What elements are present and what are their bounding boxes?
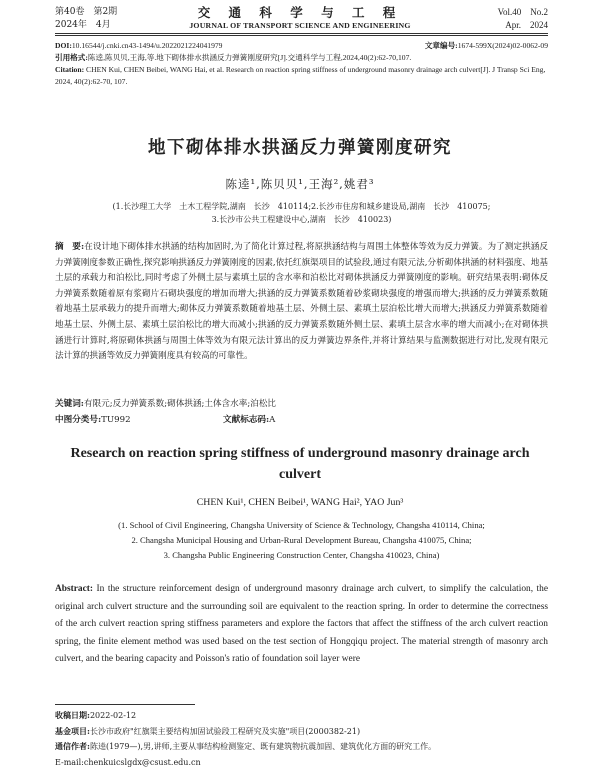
affiliation-en-line: (1. School of Civil Engineering, Changsha University of Science & Technology, Changsha 410114, China; (55, 518, 548, 533)
paper-title-en: Research on reaction spring stiffness of underground masonry drainage arch culvert (70, 443, 530, 485)
footnote-email-text: E-mail:chenkuicslgdx@csust.edu.cn (55, 758, 201, 767)
article-no-label: 文章编号: (425, 41, 458, 50)
footnote-email (55, 755, 548, 770)
journal-masthead (150, 3, 450, 30)
abstract-en-text: In the structure reinforcement design of underground masonry drainage arch culvert, to simplify the calculation, the original arch culvert structure and the surrounding soil are equivalent to the reaction spring. In order to determine the correctness of the arch culvert reaction spring stiffness parameters and explore the factors that affect the stiffness of the arch culvert reaction spring, the finite element method was used based on the test section of Hongqiqu project. The material strength of masonry arch culvert, and the bearing capacity and Poisson's ratio of foundation soil layer were (55, 584, 548, 664)
footnote-corresponding (55, 739, 548, 755)
journal-title-en: JOURNAL OF TRANSPORT SCIENCE AND ENGINEERING (150, 21, 450, 30)
footnotes (55, 708, 548, 770)
doc-code-value: A (269, 415, 275, 425)
abstract-en-label: Abstract: (55, 584, 93, 594)
volume-cn: 第40卷 第2期 (55, 6, 117, 19)
citation-cn (55, 52, 548, 64)
footnote-text: 2022-02-12 (90, 711, 136, 720)
citation-en (55, 64, 548, 87)
header-volume-en (498, 6, 548, 32)
keywords-cn-text: 有限元;反力弹簧系数;砌体拱涵;土体含水率;泊松比 (84, 399, 276, 409)
meta-doi-line (55, 40, 548, 52)
citation-en-text: CHEN Kui, CHEN Beibei, WANG Hai, et al. Research on reaction spring stiffness of underground masonry drainage arch culvert[J]. J Transp Sci Eng, 2024, 40(2):62-70, 107. (55, 65, 545, 86)
clc-label: 中图分类号: (55, 415, 101, 425)
header-volume-cn (55, 6, 117, 32)
keywords-cn (55, 397, 548, 412)
doi-label: DOI: (55, 41, 72, 50)
footnote-text: 长沙市政府"红旗渠主要结构加固试验段工程研究及实施"项目(2000382-21) (90, 727, 360, 736)
footnote-label: 收稿日期: (55, 710, 90, 720)
doc-code-label: 文献标志码: (223, 415, 269, 425)
clc-value: TU992 (101, 415, 130, 425)
date-cn: 2024年 4月 (55, 19, 117, 32)
classification-cn (55, 413, 548, 428)
affiliation-en-line: 2. Changsha Municipal Housing and Urban-Rural Development Bureau, Changsha 410075, China; (55, 533, 548, 548)
journal-title-cn: 交 通 科 学 与 工 程 (150, 3, 450, 21)
affiliation-cn-line: (1.长沙理工大学 土木工程学院,湖南 长沙 410114;2.长沙市住房和城乡建设局,湖南 长沙 410075; (55, 200, 548, 213)
abstract-en (55, 581, 548, 669)
affiliations-en (55, 518, 548, 564)
footnote-label: 基金项目: (55, 726, 90, 736)
footnote-text: 陈逵(1979—),男,讲师,主要从事结构检测鉴定、既有建筑物抗震加固、建筑优化方面的研究工作。 (90, 742, 436, 751)
volume-en: Vol.40 No.2 (498, 6, 548, 19)
authors-en: CHEN Kui¹, CHEN Beibei¹, WANG Hai², YAO Jun³ (0, 497, 600, 508)
authors-cn: 陈逵¹,陈贝贝¹,王海²,姚君³ (0, 176, 600, 192)
paper-title-cn: 地下砌体排水拱涵反力弹簧刚度研究 (0, 134, 600, 159)
affiliation-cn-line: 3.长沙市公共工程建设中心,湖南 长沙 410023) (55, 213, 548, 226)
abstract-cn (55, 240, 548, 365)
affiliations-cn (55, 200, 548, 226)
doi-value: 10.16544/j.cnki.cn43-1494/u.2022021224041979 (72, 41, 223, 50)
header-rule-thick (55, 33, 548, 34)
citation-en-label: Citation: (55, 65, 84, 74)
citation-cn-label: 引用格式: (55, 53, 88, 62)
date-en: Apr. 2024 (498, 19, 548, 32)
citation-cn-text: 陈逵,陈贝贝,王海,等.地下砌体排水拱涵反力弹簧刚度研究[J].交通科学与工程,2024,40(2):62-70,107. (88, 53, 411, 62)
article-no-value: 1674-599X(2024)02-0062-09 (458, 41, 548, 50)
footnote-rule (55, 704, 195, 705)
header-rule-thin (55, 35, 548, 36)
footnote-received (55, 708, 548, 724)
footnote-label: 通信作者: (55, 741, 90, 751)
keywords-cn-label: 关键词: (55, 399, 84, 409)
abstract-cn-label: 摘 要: (55, 242, 84, 252)
footnote-funding (55, 724, 548, 740)
abstract-cn-text: 在设计地下砌体排水拱涵的结构加固时,为了简化计算过程,将原拱涵结构与周围土体整体等效为反力弹簧。为了测定拱涵反力弹簧刚度参数正确性,探究影响拱涵反力弹簧刚度的因素,依托红旗渠项目的试验段,通过有限元法,分析砌体拱涵的材料强度、地基土层的承载力和泊松比,同时考虑了外侧土层与素填土层的含水率和泊松比对砌体拱涵反力弹簧刚度的影响。研究结果表明:砌体反力弹簧系数随着原有浆砌片石砌块强度的增加而增大;拱涵的反力弹簧系数随着砂浆砌块强度的增强而增大;拱涵的反力弹簧系数随着地基土层承载力的提升而增大;砌体反力弹簧系数随着地基土层、外侧土层、素填土层泊松比增大而增大;拱涵反力弹簧系数随着地基土层、外侧土层、素填土层泊松比的增大而减小;拱涵的反力弹簧系数随外侧土层、素填土层含水率的增大而减小;在对砌体拱涵进行计算时,将原砌体拱涵与周围土体等效为有限元法计算出的反力弹簧边界条件,并将计算结果与监测数据进行对比,发现有限元法计算的拱涵等效反力弹簧刚度具有较高的可靠性。 (55, 242, 548, 361)
affiliation-en-line: 3. Changsha Public Engineering Construction Center, Changsha 410023, China) (55, 548, 548, 563)
